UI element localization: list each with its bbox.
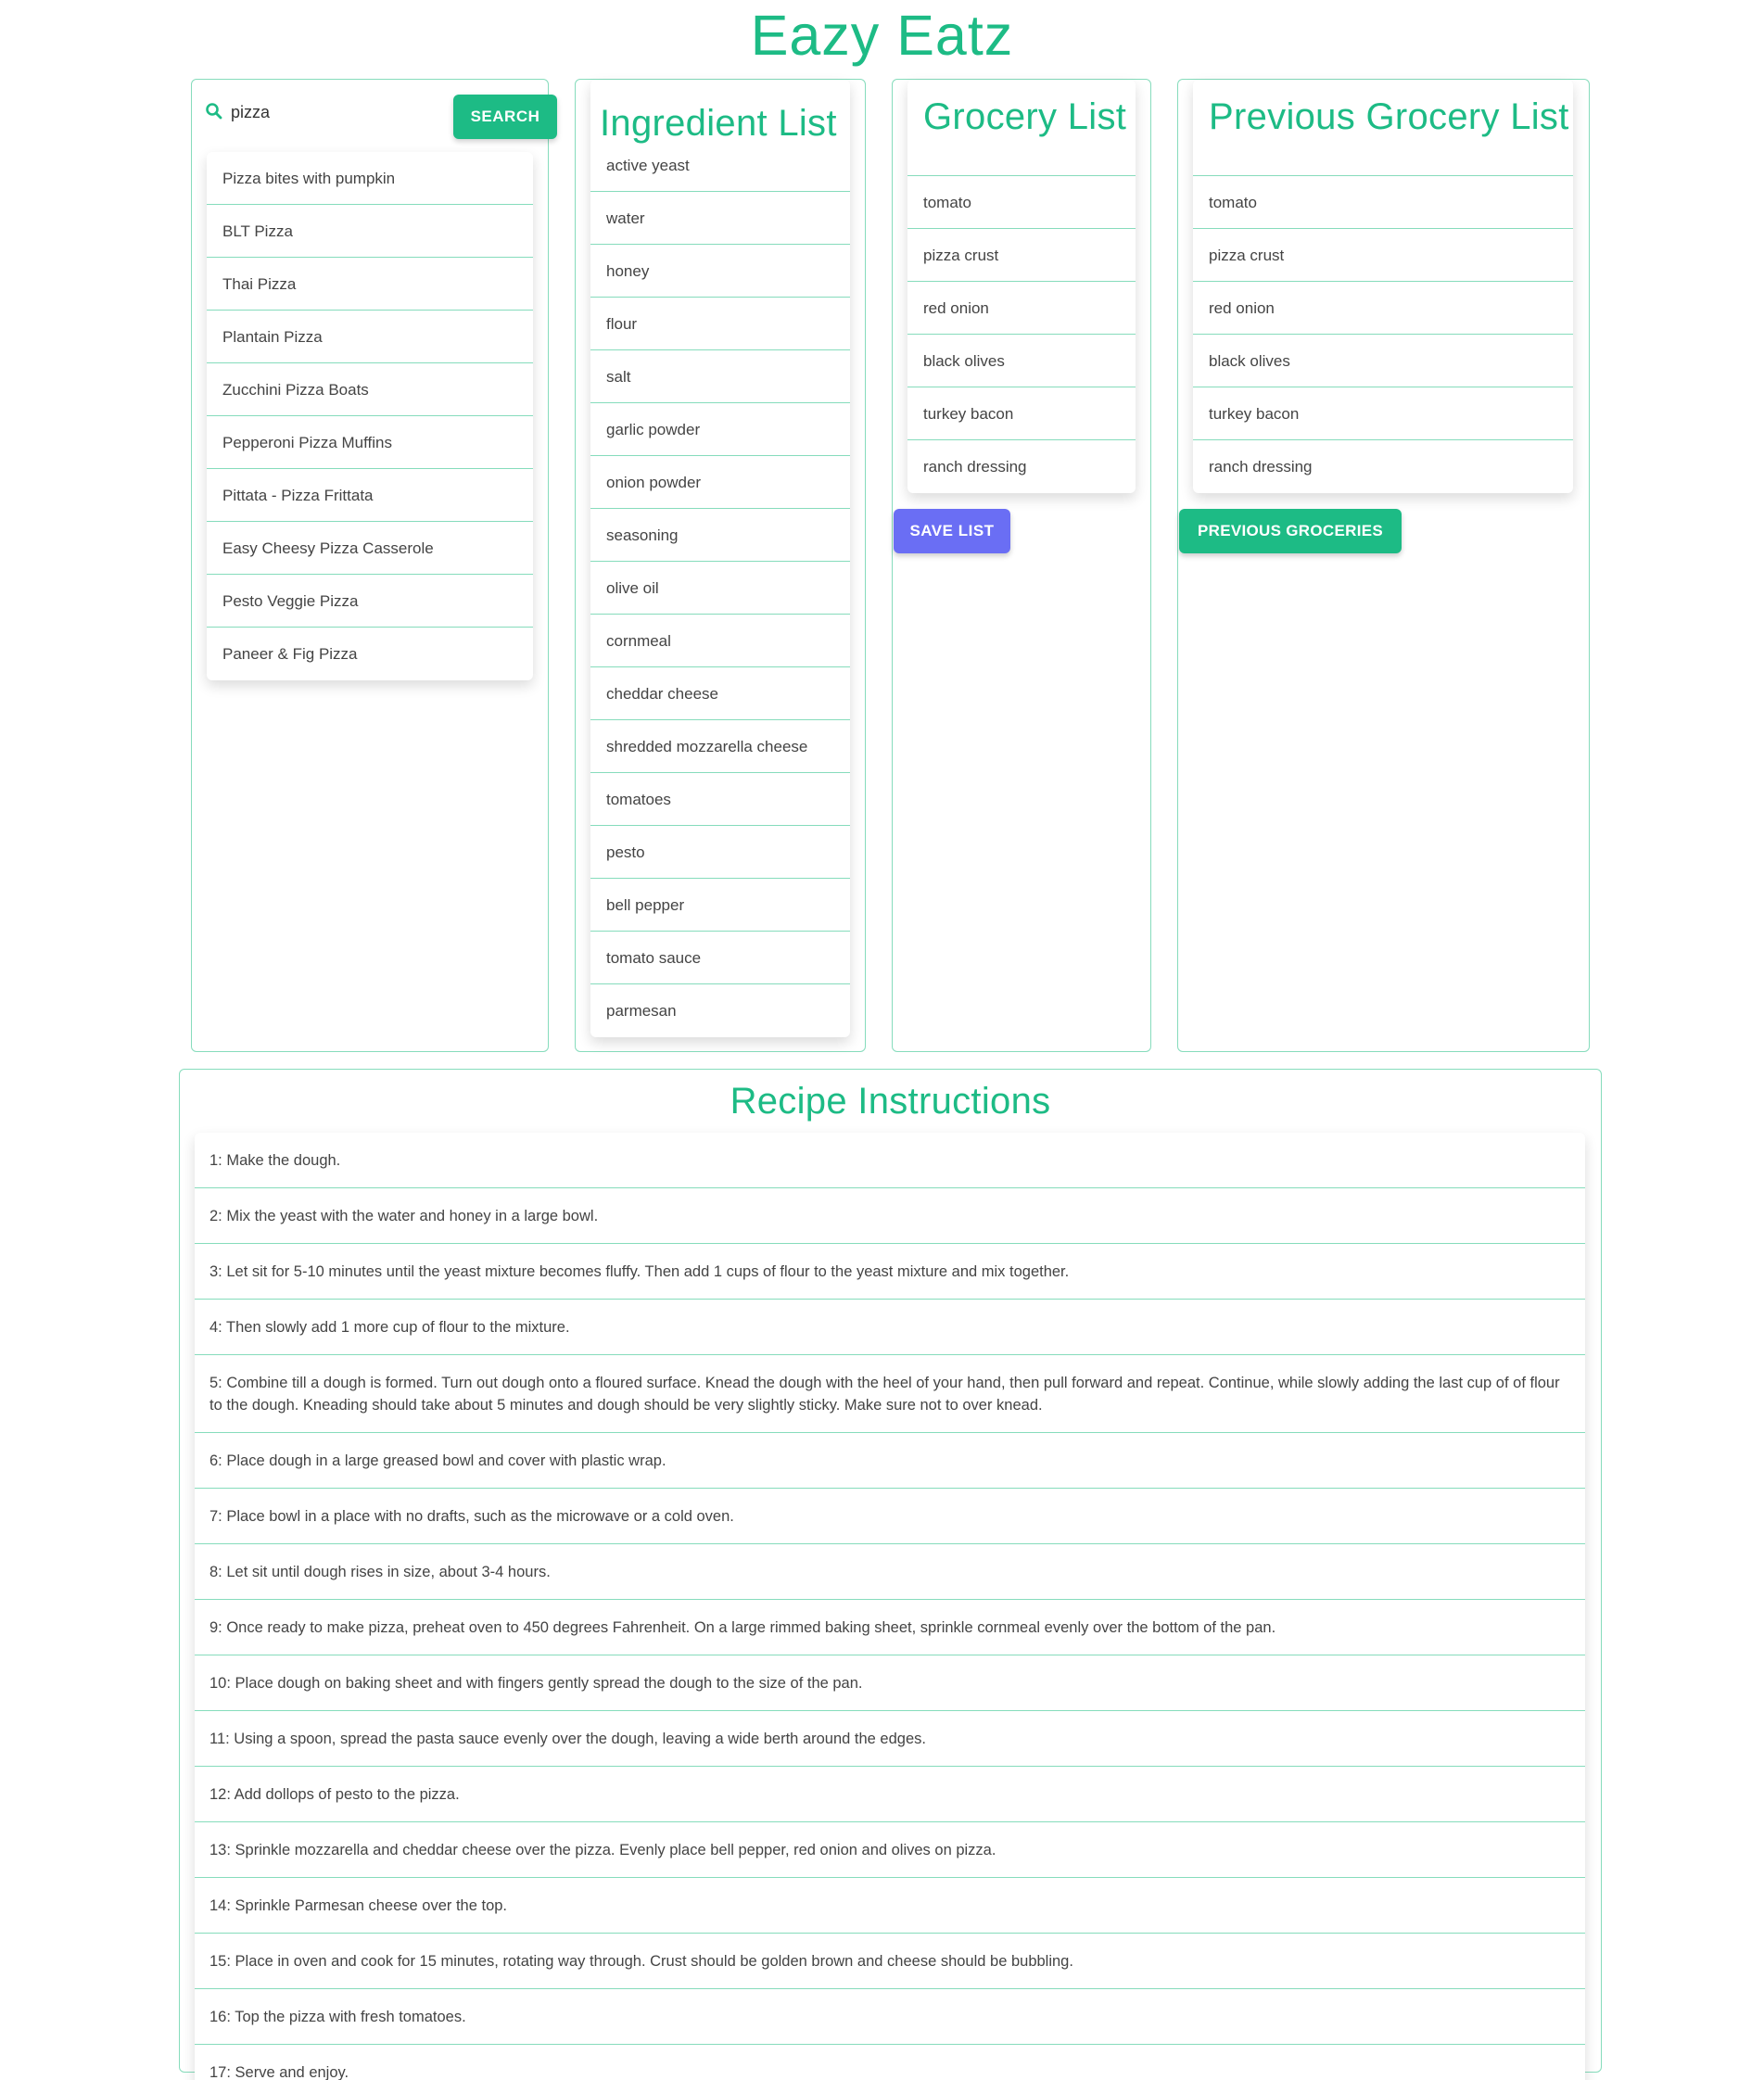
recipe-step: 14: Sprinkle Parmesan cheese over the top. [195, 1878, 1585, 1934]
previous-grocery-item[interactable]: tomato [1193, 176, 1573, 229]
previous-grocery-item[interactable]: red onion [1193, 282, 1573, 335]
recipe-instructions-title: Recipe Instructions [730, 1081, 1051, 1122]
recipe-step: 13: Sprinkle mozzarella and cheddar cheese over the pizza. Evenly place bell pepper, red onion and olives on pizza. [195, 1822, 1585, 1878]
ingredient-item[interactable]: active yeast [590, 139, 850, 192]
grocery-panel [892, 79, 1151, 1052]
previous-grocery-list-title: Previous Grocery List [1209, 96, 1569, 137]
search-result-item[interactable]: Pepperoni Pizza Muffins [207, 416, 533, 469]
previous-grocery-panel [1177, 79, 1590, 1052]
search-result-item[interactable]: Pizza bites with pumpkin [207, 152, 533, 205]
grocery-item[interactable]: turkey bacon [907, 387, 1136, 440]
recipe-step: 11: Using a spoon, spread the pasta sauce evenly over the dough, leaving a wide berth around the edges. [195, 1711, 1585, 1767]
ingredient-item[interactable]: salt [590, 350, 850, 403]
previous-groceries-button[interactable]: PREVIOUS GROCERIES [1179, 509, 1402, 553]
ingredient-item[interactable]: tomatoes [590, 773, 850, 826]
grocery-item[interactable]: tomato [907, 176, 1136, 229]
grocery-item[interactable]: ranch dressing [923, 458, 1027, 476]
ingredient-item[interactable]: water [590, 192, 850, 245]
previous-grocery-item[interactable]: turkey bacon [1193, 387, 1573, 440]
grocery-item[interactable]: red onion [907, 282, 1136, 335]
previous-grocery-item[interactable]: pizza crust [1193, 229, 1573, 282]
recipe-step: 6: Place dough in a large greased bowl and cover with plastic wrap. [195, 1433, 1585, 1489]
search-result-item[interactable]: Thai Pizza [207, 258, 533, 311]
ingredient-item[interactable]: pesto [590, 826, 850, 879]
ingredient-item[interactable]: olive oil [590, 562, 850, 615]
ingredient-item[interactable]: garlic powder [590, 403, 850, 456]
ingredient-item[interactable]: tomato sauce [590, 932, 850, 984]
search-icon [205, 102, 223, 122]
ingredient-item[interactable]: cornmeal [590, 615, 850, 667]
previous-grocery-list [1193, 80, 1573, 493]
recipe-step: 8: Let sit until dough rises in size, about 3-4 hours. [195, 1544, 1585, 1600]
search-result-item[interactable]: Pesto Veggie Pizza [207, 575, 533, 628]
recipe-step: 12: Add dollops of pesto to the pizza. [195, 1767, 1585, 1822]
previous-grocery-list-header [1193, 80, 1573, 176]
grocery-list-title: Grocery List [923, 96, 1127, 137]
ingredient-item[interactable]: onion powder [590, 456, 850, 509]
search-result-item[interactable]: Paneer & Fig Pizza [222, 645, 358, 663]
recipe-step: 2: Mix the yeast with the water and honey in a large bowl. [195, 1188, 1585, 1244]
ingredient-item[interactable]: bell pepper [590, 879, 850, 932]
previous-grocery-item[interactable]: black olives [1193, 335, 1573, 387]
recipe-step: 16: Top the pizza with fresh tomatoes. [195, 1989, 1585, 2045]
app-title: Eazy Eatz [750, 4, 1014, 67]
recipe-step: 4: Then slowly add 1 more cup of flour to the mixture. [195, 1300, 1585, 1355]
recipe-step: 1: Make the dough. [195, 1133, 1585, 1188]
ingredient-list [590, 80, 850, 1037]
search-bar [205, 93, 539, 137]
ingredient-list-title: Ingredient List [600, 103, 837, 144]
ingredient-item[interactable]: honey [590, 245, 850, 298]
recipe-step: 15: Place in oven and cook for 15 minutes, rotating way through. Crust should be golden brown and cheese should be bubbling. [195, 1934, 1585, 1989]
recipe-step: 3: Let sit for 5-10 minutes until the yeast mixture becomes fluffy. Then add 1 cups of flour to the yeast mixture and mix together. [195, 1244, 1585, 1300]
search-result-item[interactable]: Pittata - Pizza Frittata [207, 469, 533, 522]
search-result-item[interactable]: BLT Pizza [207, 205, 533, 258]
search-result-item[interactable]: Plantain Pizza [207, 311, 533, 363]
ingredient-item[interactable]: parmesan [606, 1002, 677, 1020]
grocery-item[interactable]: black olives [907, 335, 1136, 387]
recipe-step: 5: Combine till a dough is formed. Turn out dough onto a floured surface. Knead the dough with the heel of your hand, then pull forward and repeat. Continue, while slowly adding the last cup of of flour to the dough. Kneading should take about 5 minutes and dough should be very slightly sticky. Make sure not to over knead. [195, 1355, 1585, 1433]
search-result-item[interactable]: Easy Cheesy Pizza Casserole [207, 522, 533, 575]
grocery-list [907, 80, 1136, 493]
ingredient-item[interactable]: cheddar cheese [590, 667, 850, 720]
search-input[interactable] [231, 96, 435, 128]
search-button[interactable]: SEARCH [453, 95, 557, 139]
grocery-item[interactable]: pizza crust [907, 229, 1136, 282]
search-panel [191, 79, 549, 1052]
ingredient-item[interactable]: flour [590, 298, 850, 350]
recipe-steps-list [195, 1133, 1585, 2080]
recipe-step: 9: Once ready to make pizza, preheat oven to 450 degrees Fahrenheit. On a large rimmed baking sheet, sprinkle cornmeal evenly over the bottom of the pan. [195, 1600, 1585, 1655]
search-results-list [207, 152, 533, 680]
grocery-list-header [907, 80, 1136, 176]
ingredient-item[interactable]: shredded mozzarella cheese [590, 720, 850, 773]
recipe-instructions-panel [179, 1069, 1602, 2080]
previous-grocery-item[interactable]: ranch dressing [1209, 458, 1313, 476]
recipe-step: 17: Serve and enjoy. [209, 2064, 349, 2080]
ingredient-item[interactable]: seasoning [590, 509, 850, 562]
save-list-button[interactable]: SAVE LIST [894, 509, 1010, 553]
recipe-step: 10: Place dough on baking sheet and with fingers gently spread the dough to the size of the pan. [195, 1655, 1585, 1711]
search-result-item[interactable]: Zucchini Pizza Boats [207, 363, 533, 416]
recipe-step: 7: Place bowl in a place with no drafts, such as the microwave or a cold oven. [195, 1489, 1585, 1544]
ingredient-panel [575, 79, 866, 1052]
